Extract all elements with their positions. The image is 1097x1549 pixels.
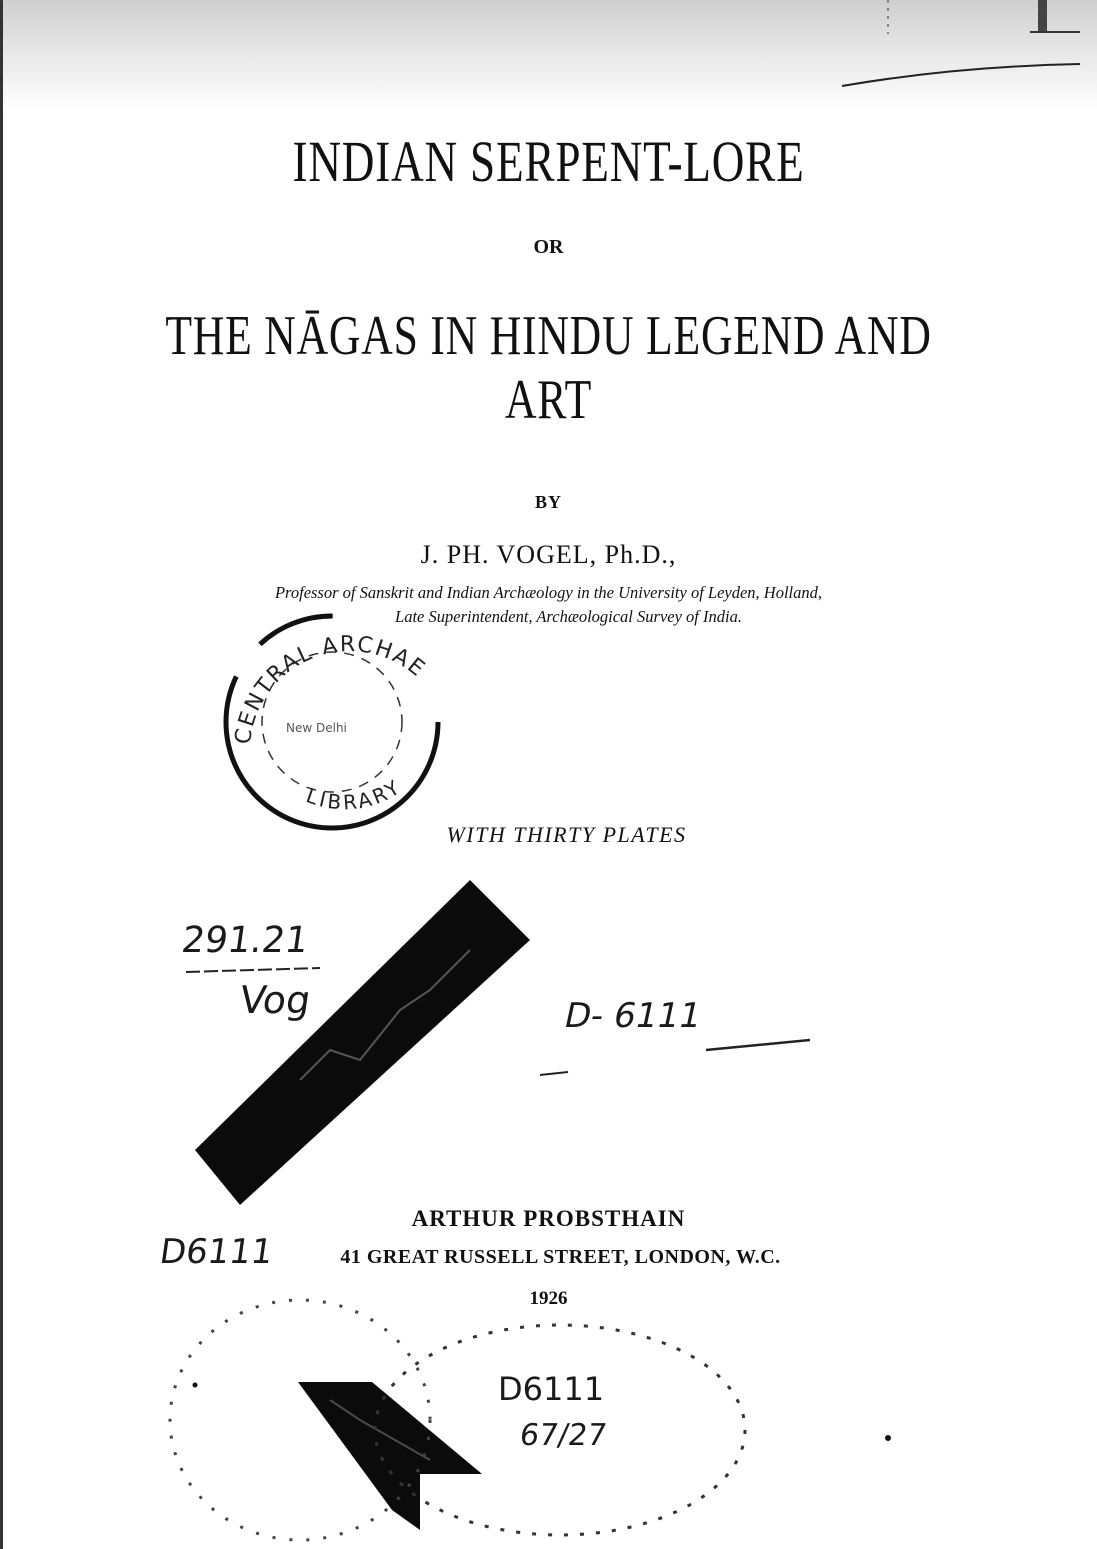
- book-title: INDIAN SERPENT-LORE: [292, 129, 805, 194]
- handwritten-author-code: Vog: [236, 978, 314, 1022]
- handwritten-accession-2: D6111: [157, 1232, 276, 1272]
- handwritten-accession-3: D6111: [498, 1370, 605, 1408]
- stamp-middle-text: New Delhi: [286, 721, 347, 735]
- author-affiliation-1: Professor of Sanskrit and Indian Archæology in the University of Leyden, Holland,: [274, 583, 823, 602]
- stamp-bottom-text: LIBRARY: [303, 774, 407, 815]
- by-line: BY: [534, 492, 562, 512]
- author-affiliation-2: Late Superintendent, Archæological Survey of India.: [395, 607, 742, 626]
- book-subtitle: THE NĀGAS IN HINDU LEGEND AND ART: [165, 305, 932, 431]
- publication-year: 1926: [529, 1288, 568, 1309]
- handwritten-call-number: 291.21: [179, 920, 311, 961]
- plates-note: WITH THIRTY PLATES: [446, 822, 687, 847]
- handwritten-date-number: 67/27: [517, 1418, 609, 1453]
- publisher-name: ARTHUR PROBSTHAIN: [411, 1206, 686, 1231]
- author-name: J. PH. VOGEL, Ph.D.,: [420, 540, 677, 569]
- handwritten-accession-1: D- 6111: [560, 996, 706, 1036]
- stamp-top-text: CENTRAL ARCHAE: [230, 632, 431, 746]
- publisher-address: 41 GREAT RUSSELL STREET, LONDON, W.C.: [340, 1246, 781, 1268]
- title-conjunction: OR: [533, 236, 564, 258]
